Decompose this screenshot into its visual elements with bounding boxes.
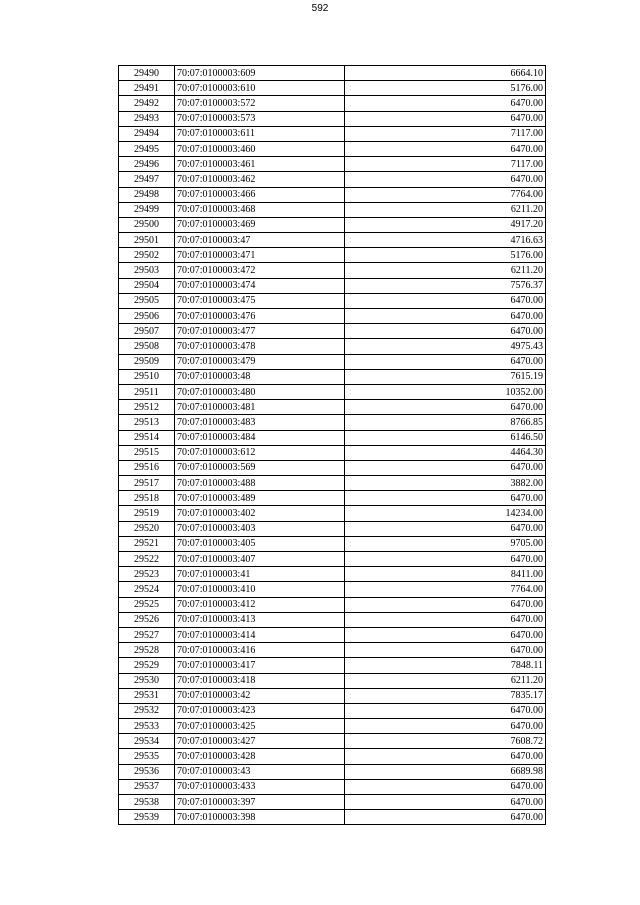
value-cell: 4716.63: [345, 233, 546, 248]
table-row: [119, 187, 546, 202]
row-number-cell: 29538: [119, 795, 175, 810]
table-row: [119, 673, 546, 688]
value-cell: 6470.00: [345, 324, 546, 339]
cadastral-number-cell: 70:07:0100003:405: [175, 536, 345, 551]
cadastral-number-cell: 70:07:0100003:414: [175, 627, 345, 642]
row-number-cell: 29510: [119, 369, 175, 384]
row-number-cell: 29490: [119, 66, 175, 81]
cadastral-number-cell: 70:07:0100003:41: [175, 567, 345, 582]
row-number-cell: 29515: [119, 445, 175, 460]
table-row: [119, 400, 546, 415]
row-number-cell: 29526: [119, 612, 175, 627]
table-row: [119, 202, 546, 217]
value-cell: 6470.00: [345, 719, 546, 734]
table-row: [119, 111, 546, 126]
cadastral-number-cell: 70:07:0100003:477: [175, 324, 345, 339]
table-row: [119, 96, 546, 111]
row-number-cell: 29512: [119, 400, 175, 415]
value-cell: 3882.00: [345, 476, 546, 491]
cadastral-number-cell: 70:07:0100003:611: [175, 126, 345, 141]
row-number-cell: 29525: [119, 597, 175, 612]
cadastral-number-cell: 70:07:0100003:462: [175, 172, 345, 187]
row-number-cell: 29531: [119, 688, 175, 703]
table-row: [119, 612, 546, 627]
value-cell: 6470.00: [345, 795, 546, 810]
table-row: [119, 536, 546, 551]
row-number-cell: 29537: [119, 779, 175, 794]
cadastral-number-cell: 70:07:0100003:610: [175, 81, 345, 96]
value-cell: 7848.11: [345, 658, 546, 673]
table-row: [119, 157, 546, 172]
row-number-cell: 29492: [119, 96, 175, 111]
table-row: [119, 217, 546, 232]
cadastral-number-cell: 70:07:0100003:474: [175, 278, 345, 293]
row-number-cell: 29502: [119, 248, 175, 263]
row-number-cell: 29534: [119, 734, 175, 749]
value-cell: 6470.00: [345, 400, 546, 415]
table-row: [119, 643, 546, 658]
value-cell: 10352.00: [345, 384, 546, 399]
value-cell: 6211.20: [345, 202, 546, 217]
cadastral-number-cell: 70:07:0100003:425: [175, 719, 345, 734]
value-cell: 8766.85: [345, 415, 546, 430]
table-row: [119, 552, 546, 567]
value-cell: 6470.00: [345, 749, 546, 764]
row-number-cell: 29493: [119, 111, 175, 126]
row-number-cell: 29532: [119, 703, 175, 718]
row-number-cell: 29519: [119, 506, 175, 521]
value-cell: 6470.00: [345, 293, 546, 308]
cadastral-number-cell: 70:07:0100003:412: [175, 597, 345, 612]
row-number-cell: 29521: [119, 536, 175, 551]
table-row: [119, 384, 546, 399]
value-cell: 6470.00: [345, 627, 546, 642]
row-number-cell: 29508: [119, 339, 175, 354]
table-row: [119, 263, 546, 278]
row-number-cell: 29536: [119, 764, 175, 779]
value-cell: 6470.00: [345, 141, 546, 156]
table-row: [119, 521, 546, 536]
cadastral-number-cell: 70:07:0100003:423: [175, 703, 345, 718]
row-number-cell: 29494: [119, 126, 175, 141]
table-row: [119, 810, 546, 825]
row-number-cell: 29501: [119, 233, 175, 248]
cadastral-number-cell: 70:07:0100003:468: [175, 202, 345, 217]
cadastral-number-cell: 70:07:0100003:427: [175, 734, 345, 749]
table-row: [119, 324, 546, 339]
cadastral-number-cell: 70:07:0100003:569: [175, 460, 345, 475]
value-cell: 6470.00: [345, 111, 546, 126]
row-number-cell: 29505: [119, 293, 175, 308]
cadastral-number-cell: 70:07:0100003:48: [175, 369, 345, 384]
row-number-cell: 29509: [119, 354, 175, 369]
cadastral-number-cell: 70:07:0100003:478: [175, 339, 345, 354]
value-cell: 7835.17: [345, 688, 546, 703]
table-row: [119, 658, 546, 673]
cadastral-number-cell: 70:07:0100003:428: [175, 749, 345, 764]
cadastral-number-cell: 70:07:0100003:472: [175, 263, 345, 278]
cadastral-number-cell: 70:07:0100003:489: [175, 491, 345, 506]
table-row: [119, 66, 546, 81]
value-cell: 5176.00: [345, 248, 546, 263]
row-number-cell: 29495: [119, 141, 175, 156]
value-cell: 6470.00: [345, 460, 546, 475]
table-row: [119, 445, 546, 460]
table-row: [119, 369, 546, 384]
cadastral-number-cell: 70:07:0100003:47: [175, 233, 345, 248]
table-row: [119, 734, 546, 749]
value-cell: 6470.00: [345, 779, 546, 794]
row-number-cell: 29523: [119, 567, 175, 582]
row-number-cell: 29513: [119, 415, 175, 430]
cadastral-number-cell: 70:07:0100003:418: [175, 673, 345, 688]
value-cell: 4975.43: [345, 339, 546, 354]
value-cell: 6470.00: [345, 612, 546, 627]
row-number-cell: 29530: [119, 673, 175, 688]
table-row: [119, 339, 546, 354]
table-row: [119, 141, 546, 156]
value-cell: 7117.00: [345, 126, 546, 141]
cadastral-number-cell: 70:07:0100003:479: [175, 354, 345, 369]
cadastral-table: [118, 65, 546, 825]
row-number-cell: 29491: [119, 81, 175, 96]
row-number-cell: 29529: [119, 658, 175, 673]
value-cell: 6470.00: [345, 309, 546, 324]
table-row: [119, 749, 546, 764]
cadastral-number-cell: 70:07:0100003:466: [175, 187, 345, 202]
value-cell: 6689.98: [345, 764, 546, 779]
table-row: [119, 460, 546, 475]
cadastral-number-cell: 70:07:0100003:488: [175, 476, 345, 491]
cadastral-number-cell: 70:07:0100003:397: [175, 795, 345, 810]
table-row: [119, 582, 546, 597]
cadastral-number-cell: 70:07:0100003:483: [175, 415, 345, 430]
row-number-cell: 29504: [119, 278, 175, 293]
value-cell: 8411.00: [345, 567, 546, 582]
cadastral-number-cell: 70:07:0100003:410: [175, 582, 345, 597]
value-cell: 6470.00: [345, 597, 546, 612]
table-row: [119, 795, 546, 810]
value-cell: 7764.00: [345, 187, 546, 202]
cadastral-number-cell: 70:07:0100003:612: [175, 445, 345, 460]
row-number-cell: 29514: [119, 430, 175, 445]
value-cell: 6470.00: [345, 354, 546, 369]
row-number-cell: 29498: [119, 187, 175, 202]
page-number: 592: [311, 3, 329, 14]
cadastral-number-cell: 70:07:0100003:481: [175, 400, 345, 415]
table-row: [119, 688, 546, 703]
cadastral-number-cell: 70:07:0100003:416: [175, 643, 345, 658]
row-number-cell: 29507: [119, 324, 175, 339]
cadastral-number-cell: 70:07:0100003:475: [175, 293, 345, 308]
value-cell: 6470.00: [345, 643, 546, 658]
table-row: [119, 567, 546, 582]
table-row: [119, 764, 546, 779]
value-cell: 6470.00: [345, 703, 546, 718]
table-row: [119, 354, 546, 369]
cadastral-number-cell: 70:07:0100003:407: [175, 552, 345, 567]
row-number-cell: 29497: [119, 172, 175, 187]
cadastral-number-cell: 70:07:0100003:572: [175, 96, 345, 111]
table-row: [119, 476, 546, 491]
table-row: [119, 293, 546, 308]
row-number-cell: 29506: [119, 309, 175, 324]
row-number-cell: 29527: [119, 627, 175, 642]
table-row: [119, 248, 546, 263]
cadastral-number-cell: 70:07:0100003:461: [175, 157, 345, 172]
table-row: [119, 309, 546, 324]
value-cell: 6211.20: [345, 263, 546, 278]
value-cell: 7576.37: [345, 278, 546, 293]
table-row: [119, 627, 546, 642]
table-row: [119, 126, 546, 141]
table-row: [119, 81, 546, 96]
row-number-cell: 29539: [119, 810, 175, 825]
value-cell: 7764.00: [345, 582, 546, 597]
row-number-cell: 29511: [119, 384, 175, 399]
row-number-cell: 29524: [119, 582, 175, 597]
table-row: [119, 779, 546, 794]
cadastral-number-cell: 70:07:0100003:403: [175, 521, 345, 536]
value-cell: 6470.00: [345, 552, 546, 567]
row-number-cell: 29500: [119, 217, 175, 232]
value-cell: 7117.00: [345, 157, 546, 172]
value-cell: 9705.00: [345, 536, 546, 551]
value-cell: 7608.72: [345, 734, 546, 749]
row-number-cell: 29517: [119, 476, 175, 491]
cadastral-number-cell: 70:07:0100003:433: [175, 779, 345, 794]
table-body: [119, 66, 546, 825]
cadastral-number-cell: 70:07:0100003:573: [175, 111, 345, 126]
cadastral-number-cell: 70:07:0100003:471: [175, 248, 345, 263]
row-number-cell: 29528: [119, 643, 175, 658]
value-cell: 5176.00: [345, 81, 546, 96]
value-cell: 14234.00: [345, 506, 546, 521]
table-row: [119, 719, 546, 734]
value-cell: 6470.00: [345, 172, 546, 187]
value-cell: 6470.00: [345, 96, 546, 111]
row-number-cell: 29533: [119, 719, 175, 734]
cadastral-number-cell: 70:07:0100003:460: [175, 141, 345, 156]
table-row: [119, 415, 546, 430]
value-cell: 6146.50: [345, 430, 546, 445]
table-row: [119, 233, 546, 248]
cadastral-number-cell: 70:07:0100003:609: [175, 66, 345, 81]
table-row: [119, 491, 546, 506]
cadastral-number-cell: 70:07:0100003:398: [175, 810, 345, 825]
row-number-cell: 29516: [119, 460, 175, 475]
cadastral-number-cell: 70:07:0100003:417: [175, 658, 345, 673]
row-number-cell: 29535: [119, 749, 175, 764]
cadastral-number-cell: 70:07:0100003:476: [175, 309, 345, 324]
value-cell: 6470.00: [345, 810, 546, 825]
row-number-cell: 29520: [119, 521, 175, 536]
cadastral-number-cell: 70:07:0100003:469: [175, 217, 345, 232]
cadastral-number-cell: 70:07:0100003:413: [175, 612, 345, 627]
table-row: [119, 703, 546, 718]
value-cell: 6664.10: [345, 66, 546, 81]
cadastral-number-cell: 70:07:0100003:43: [175, 764, 345, 779]
cadastral-number-cell: 70:07:0100003:402: [175, 506, 345, 521]
table-row: [119, 430, 546, 445]
row-number-cell: 29522: [119, 552, 175, 567]
cadastral-number-cell: 70:07:0100003:484: [175, 430, 345, 445]
value-cell: 7615.19: [345, 369, 546, 384]
cadastral-number-cell: 70:07:0100003:42: [175, 688, 345, 703]
row-number-cell: 29503: [119, 263, 175, 278]
value-cell: 6470.00: [345, 521, 546, 536]
value-cell: 4917.20: [345, 217, 546, 232]
value-cell: 4464.30: [345, 445, 546, 460]
row-number-cell: 29496: [119, 157, 175, 172]
table-row: [119, 278, 546, 293]
cadastral-number-cell: 70:07:0100003:480: [175, 384, 345, 399]
table-row: [119, 597, 546, 612]
table-row: [119, 506, 546, 521]
table-row: [119, 172, 546, 187]
value-cell: 6211.20: [345, 673, 546, 688]
row-number-cell: 29518: [119, 491, 175, 506]
value-cell: 6470.00: [345, 491, 546, 506]
row-number-cell: 29499: [119, 202, 175, 217]
